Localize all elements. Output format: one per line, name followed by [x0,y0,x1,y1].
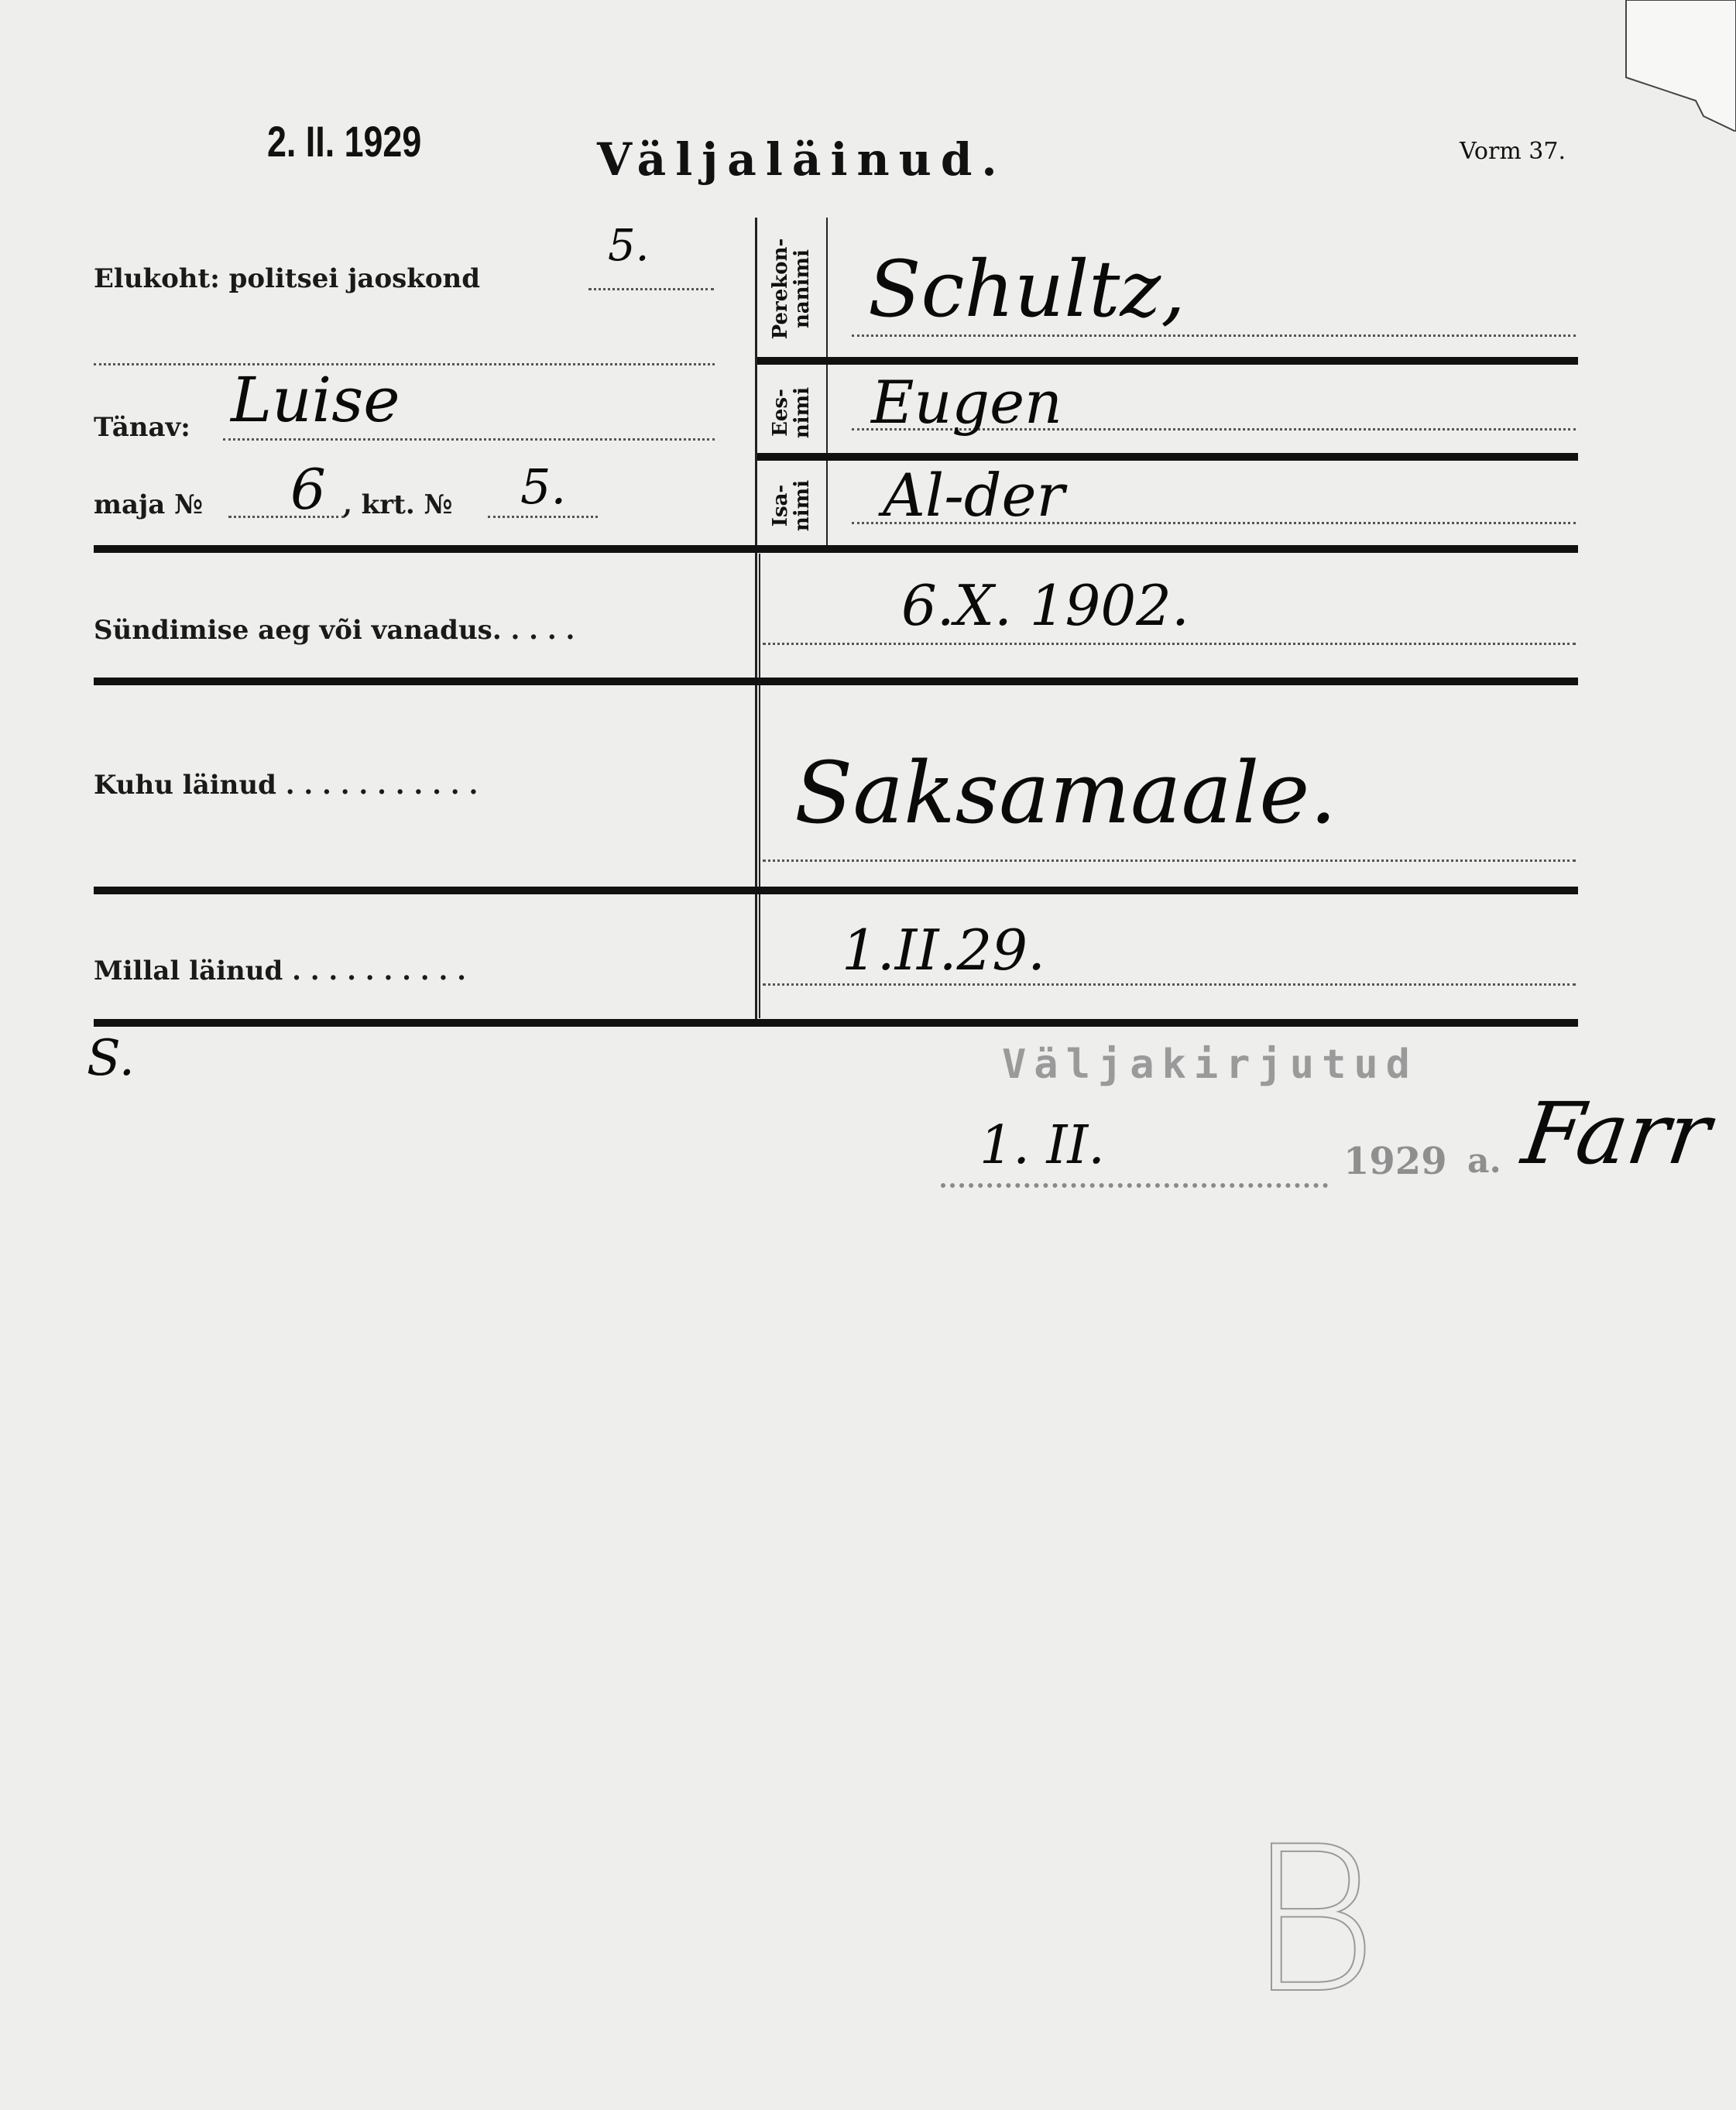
form-number: Vorm 37. [1460,138,1566,165]
firstname-label-line: nimi [791,386,814,439]
street-value: Luise [231,364,400,436]
apartment-field-line [488,516,598,518]
father-name-value: Al-der [883,461,1065,530]
birth-field-line [763,643,1576,645]
street-field-line [223,438,715,441]
surname-label-line: Perekon- [769,238,792,340]
stamp-year-suffix: a. [1467,1141,1501,1181]
surname-label [770,231,813,347]
firstname-value: Eugen [871,368,1062,437]
signature: Farr [1517,1084,1717,1183]
stamp-date-line [941,1183,1328,1188]
surname-label-line: nanimi [791,249,814,328]
apartment-label: , krt. № [343,489,453,520]
house-field-line [228,516,345,518]
pencil-mark: B [1247,1804,1379,2038]
father-label-line: nimi [791,479,814,532]
label-column-divider [826,218,828,547]
rule [94,545,1578,553]
stamp-date-value: 1. II. [980,1115,1105,1176]
firstname-label [770,386,813,440]
birth-value: 6.X. 1902. [901,573,1189,638]
when-left-label: Millal läinud . . . . . . . . . . [94,956,466,986]
birth-label: Sündimise aeg või vanadus. . . . . [94,615,575,646]
residence-label: Elukoht: politsei jaoskond [94,263,480,294]
destination-label: Kuhu läinud . . . . . . . . . . . [94,770,479,801]
when-field-line [763,983,1576,986]
rule [94,1019,1578,1027]
rule [757,357,1578,365]
discharge-stamp-title: Väljakirjutud [1002,1041,1418,1088]
column-divider [755,218,757,1019]
house-value: 6 [290,457,326,522]
house-label: maja № [94,489,204,520]
destination-value: Saksamaale. [794,743,1337,842]
destination-field-line [763,859,1576,862]
rule [94,678,1578,685]
stamp-date: 2. II. 1929 [267,117,422,166]
surname-field-line [852,335,1576,337]
residence-field-line [588,288,714,290]
stamp-year: 1929 [1343,1140,1447,1183]
apartment-value: 5. [520,458,567,515]
footer-mark: S. [87,1030,135,1087]
surname-value: Schultz, [868,244,1185,335]
street-label: Tänav: [94,412,190,443]
firstname-label-line: Ees- [769,389,792,437]
rule [94,887,1578,894]
when-value: 1.II.29. [842,918,1045,983]
residence-value: 5. [608,221,650,271]
column-divider-inner [759,554,760,1018]
rule [757,453,1578,461]
father-name-label [770,479,813,533]
folded-corner [1611,0,1736,132]
form-title: Väljaläinud. [597,133,1007,186]
father-label-line: Isa- [769,484,792,527]
residence-field-line-2 [94,363,715,365]
